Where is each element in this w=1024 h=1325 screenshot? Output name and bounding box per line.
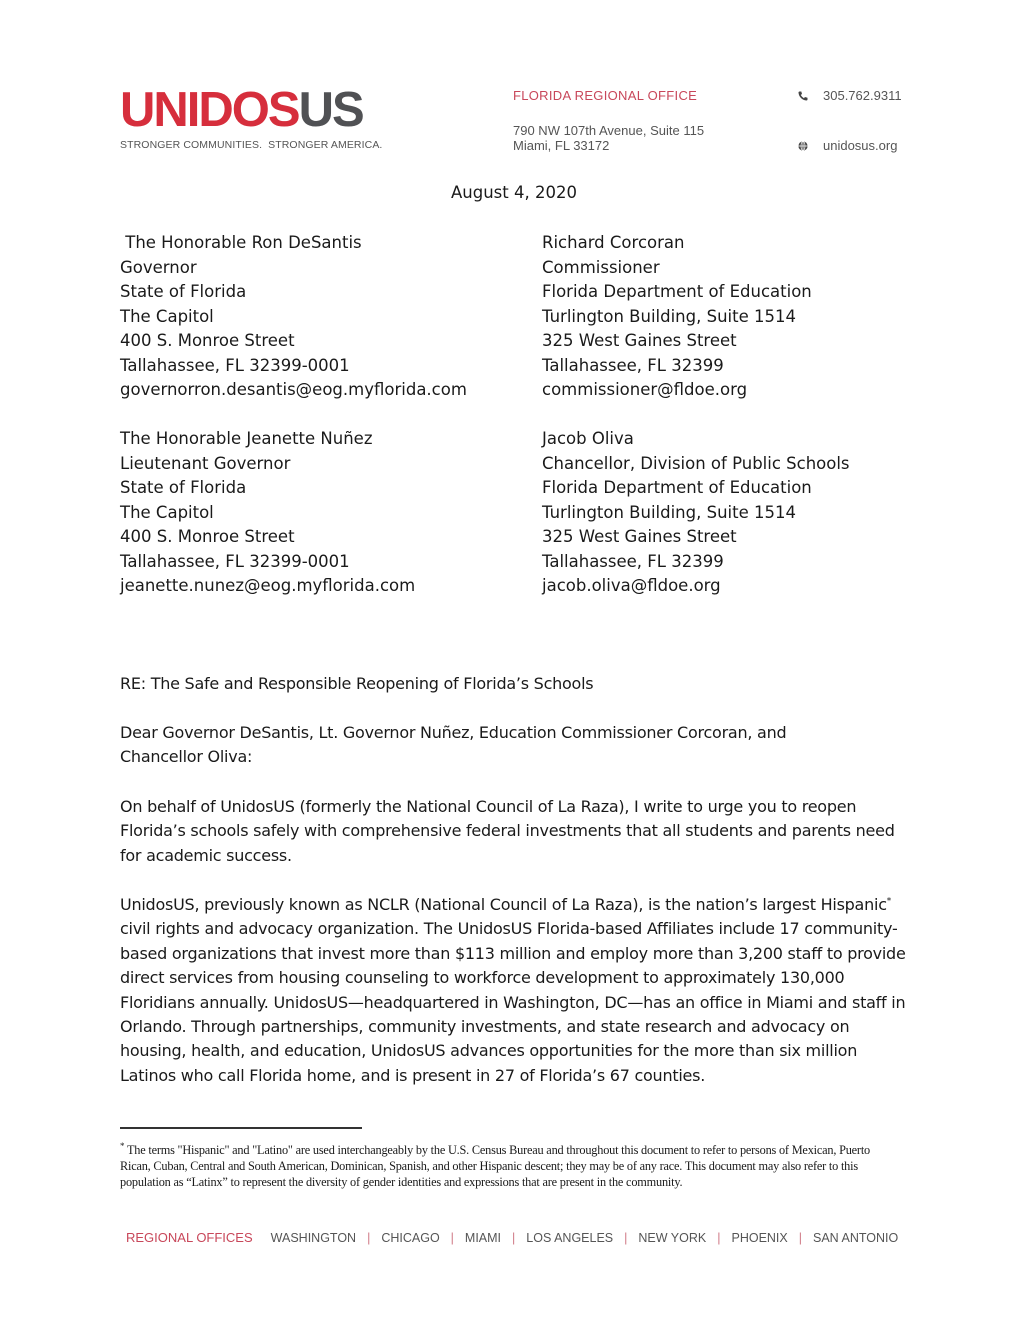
recipient-title: Governor	[120, 257, 197, 277]
recipient-city: Tallahassee, FL 32399-0001	[120, 355, 350, 375]
recipient-org: State of Florida	[120, 478, 247, 497]
footer-separator: |	[717, 1230, 721, 1245]
recipient-name: Jacob Oliva	[542, 429, 634, 448]
office-address-line1: 790 NW 107th Avenue, Suite 115	[513, 123, 705, 138]
recipient-oliva	[542, 427, 850, 599]
recipient-email[interactable]: jeanette.nunez@eog.myflorida.com	[120, 576, 416, 595]
body-paragraph-2	[120, 893, 910, 1088]
recipient-building: The Capitol	[120, 306, 214, 326]
recipient-title: Lieutenant Governor	[120, 453, 291, 473]
recipient-email[interactable]: governorron.desantis@eog.myflorida.com	[120, 380, 467, 399]
footer-separator: |	[450, 1230, 454, 1245]
salutation: Dear Governor DeSantis, Lt. Governor Nuñez, Education Commissioner Corcoran, and Chancellor Oliva:	[120, 723, 787, 767]
globe-icon	[797, 140, 809, 152]
footnote-separator	[120, 1127, 362, 1129]
recipient-org: Florida Department of Education	[542, 478, 812, 497]
footer-office-phoenix: PHOENIX	[731, 1230, 788, 1245]
footer-office-chicago: CHICAGO	[381, 1230, 440, 1245]
office-title: FLORIDA REGIONAL OFFICE	[513, 88, 698, 103]
recipient-email[interactable]: jacob.oliva@fldoe.org	[542, 576, 721, 595]
footer-office-san-antonio: SAN ANTONIO	[813, 1230, 899, 1245]
logo-text-red: UNIDOS	[120, 83, 299, 137]
recipient-street: 325 West Gaines Street	[542, 527, 737, 546]
website-contact	[797, 138, 897, 153]
recipient-city: Tallahassee, FL 32399	[542, 551, 724, 571]
recipient-city: Tallahassee, FL 32399	[542, 355, 724, 375]
footer-office-washington: WASHINGTON	[270, 1230, 357, 1245]
phone-number: 305.762.9311	[823, 88, 902, 103]
recipient-corcoran	[542, 231, 812, 403]
recipient-org: State of Florida	[120, 282, 247, 301]
subject-line: RE: The Safe and Responsible Reopening of Florida’s Schools	[120, 674, 594, 693]
recipient-name: The Honorable Ron DeSantis	[120, 233, 362, 252]
website-link[interactable]: unidosus.org	[823, 138, 898, 153]
recipient-building: Turlington Building, Suite 1514	[542, 502, 796, 522]
recipient-nunez	[120, 427, 415, 599]
logo-tagline: STRONGER COMMUNITIES. STRONGER AMERICA.	[120, 139, 383, 151]
recipient-org: Florida Department of Education	[542, 282, 812, 301]
recipient-street: 400 S. Monroe Street	[120, 527, 295, 546]
p2-text-end: civil rights and advocacy organization. The UnidosUS Florida-based Affiliates include 17 community-based organizations that invest more than $113 million and employ more than 3,200 staff to provide direct services from housing counseling to workforce development to approximately 130,000 Floridians annually. UnidosUS—headquartered in Washington, DC—has an office in Miami and staff in Orlando. Through partnerships, community investments, and state research and advocacy on housing, health, and education, UnidosUS advances opportunities for the more than six million Latinos who call Florida home, and is present in 27 of Florida’s 67 counties.	[120, 919, 906, 1085]
footer-office-los-angeles: LOS ANGELES	[526, 1230, 614, 1245]
recipient-building: The Capitol	[120, 502, 214, 522]
footer-office-miami: MIAMI	[464, 1230, 502, 1245]
footnote-marker: *	[120, 1140, 125, 1151]
regional-office-block	[513, 88, 704, 153]
regional-offices-footer	[126, 1230, 898, 1245]
recipient-title: Commissioner	[542, 257, 660, 277]
recipient-name: Richard Corcoran	[542, 233, 685, 252]
logo-text-gray: US	[298, 83, 363, 137]
footnote	[120, 1142, 890, 1190]
p2-text-start: UnidosUS, previously known as NCLR (National Council of La Raza), is the nation’s largest Hispanic	[120, 895, 887, 914]
footnote-text: The terms "Hispanic" and "Latino" are used interchangeably by the U.S. Census Bureau and throughout this document to refer to persons of Mexican, Puerto Rican, Cuban, Central and South American, Dominican, Spanish, and other Hispanic descent; they may be of any race. This document may also refer to this population as “Latinx” to represent the diversity of gender identities and expressions that are present in the community.	[120, 1143, 870, 1189]
phone-icon	[797, 90, 809, 102]
recipient-title: Chancellor, Division of Public Schools	[542, 453, 850, 473]
footer-separator: |	[624, 1230, 628, 1245]
recipient-desantis	[120, 231, 467, 403]
logo-wordmark	[120, 83, 363, 137]
body-paragraph-1: On behalf of UnidosUS (formerly the National Council of La Raza), I write to urge you to reopen Florida’s schools safely with comprehensive federal investments that all students and parents need for academic success.	[120, 797, 895, 865]
recipient-name: The Honorable Jeanette Nuñez	[120, 429, 373, 448]
footer-separator: |	[512, 1230, 516, 1245]
footer-separator: |	[798, 1230, 802, 1245]
recipient-street: 400 S. Monroe Street	[120, 331, 295, 350]
footer-office-new-york: NEW YORK	[638, 1230, 707, 1245]
letter-date: August 4, 2020	[451, 183, 577, 202]
recipient-street: 325 West Gaines Street	[542, 331, 737, 350]
footer-lead: REGIONAL OFFICES	[126, 1230, 253, 1245]
footer-separator: |	[367, 1230, 371, 1245]
unidosus-logo	[120, 83, 383, 156]
recipient-building: Turlington Building, Suite 1514	[542, 306, 796, 326]
phone-contact	[797, 88, 902, 103]
recipient-email[interactable]: commissioner@fldoe.org	[542, 380, 748, 399]
office-address-line2: Miami, FL 33172	[513, 138, 610, 153]
footnote-reference[interactable]: *	[886, 896, 891, 907]
recipient-city: Tallahassee, FL 32399-0001	[120, 551, 350, 571]
